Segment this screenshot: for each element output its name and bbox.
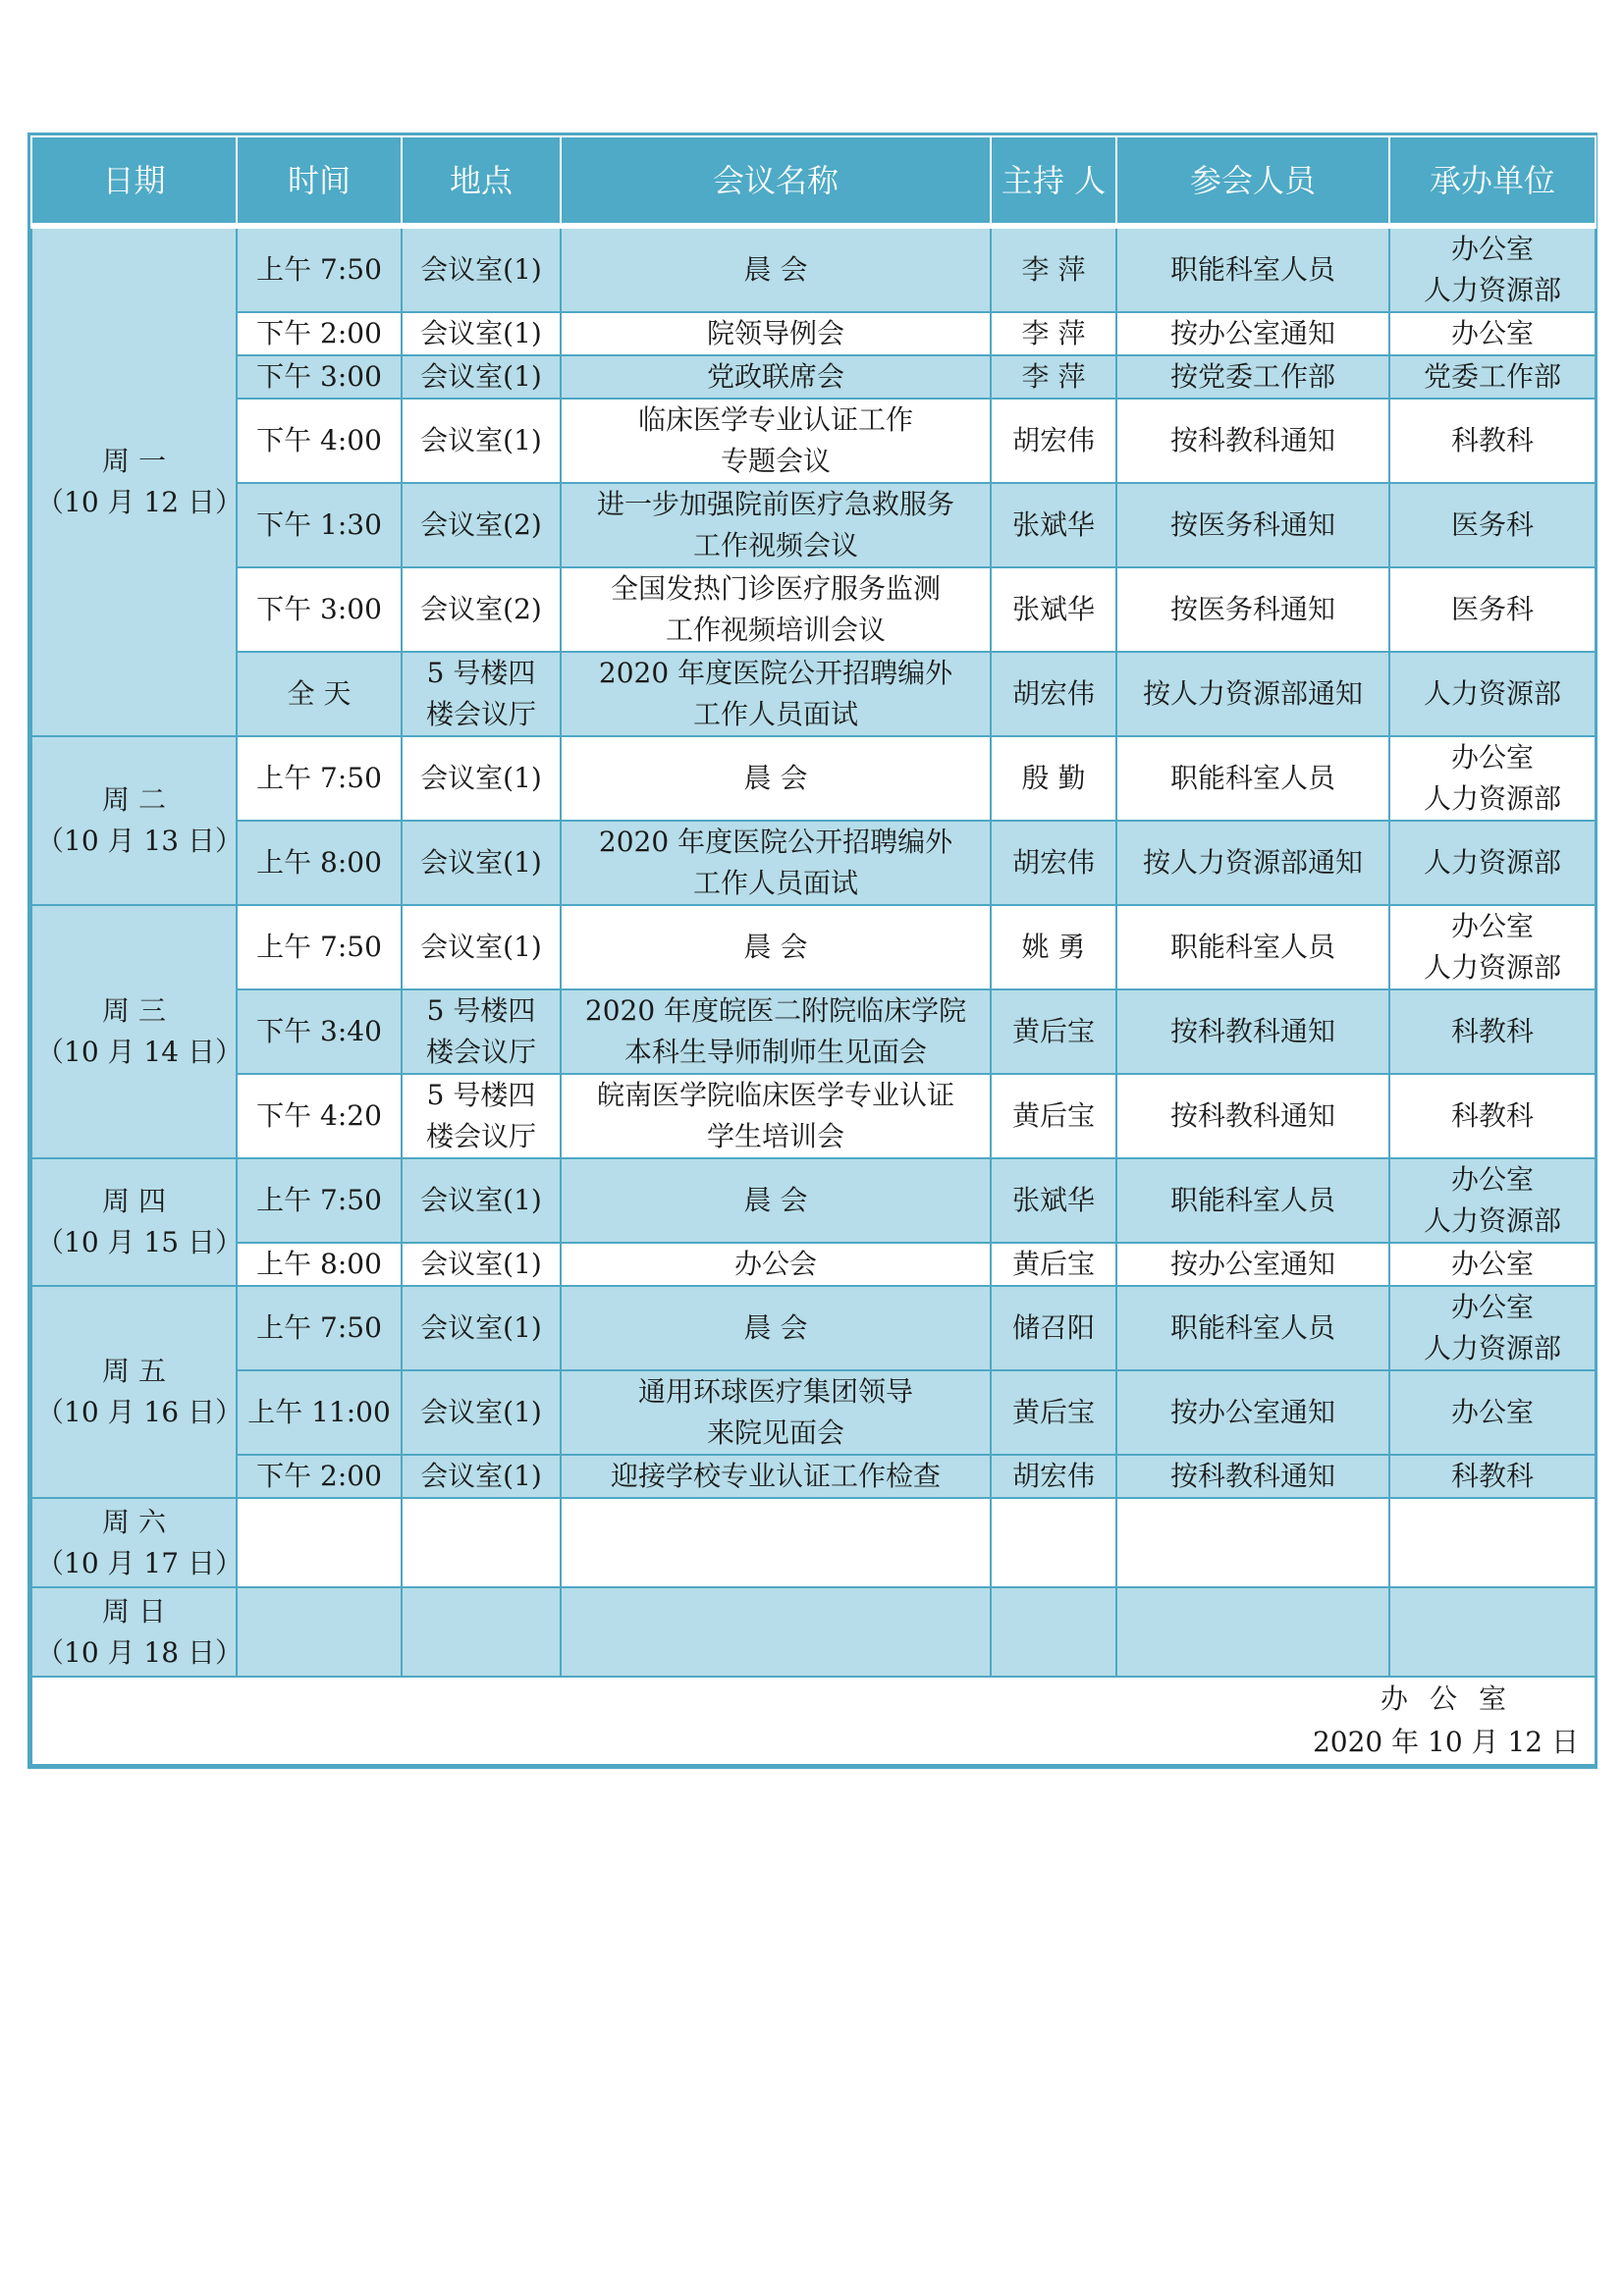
meeting-place: 会议室(1) (402, 1243, 561, 1286)
table-row (31, 483, 1596, 567)
meeting-attendees: 职能科室人员 (1116, 1286, 1389, 1370)
meeting-time: 上午 7:50 (237, 1158, 402, 1243)
table-row (31, 652, 1596, 736)
meeting-time (237, 1498, 402, 1587)
table-row (31, 1243, 1596, 1286)
meeting-place: 5 号楼四 楼会议厅 (402, 1074, 561, 1158)
meeting-organizer: 党委工作部 (1389, 355, 1596, 399)
meeting-place: 会议室(1) (402, 821, 561, 905)
meeting-time: 全 天 (237, 652, 402, 736)
meeting-place: 会议室(1) (402, 1158, 561, 1243)
header-meeting-name: 会议名称 (561, 136, 991, 226)
meeting-attendees: 按科教科通知 (1116, 989, 1389, 1074)
meeting-place: 会议室(1) (402, 1455, 561, 1498)
meeting-place: 会议室(1) (402, 1286, 561, 1370)
meeting-attendees: 职能科室人员 (1116, 1158, 1389, 1243)
meeting-attendees: 按办公室通知 (1116, 1243, 1389, 1286)
meeting-time: 下午 2:00 (237, 312, 402, 355)
meeting-organizer: 办公室 人力资源部 (1389, 1286, 1596, 1370)
meeting-organizer: 办公室 人力资源部 (1389, 226, 1596, 312)
day-label: 周 一 （10 月 12 日） (31, 226, 237, 736)
header-time: 时间 (237, 136, 402, 226)
table-row (31, 736, 1596, 821)
meeting-time: 下午 1:30 (237, 483, 402, 567)
meeting-attendees: 按科教科通知 (1116, 399, 1389, 483)
meeting-attendees: 按办公室通知 (1116, 1370, 1389, 1455)
meeting-name: 皖南医学院临床医学专业认证 学生培训会 (561, 1074, 991, 1158)
meeting-organizer: 办公室 人力资源部 (1389, 905, 1596, 989)
meeting-organizer: 办公室 人力资源部 (1389, 736, 1596, 821)
footer-signature (31, 1677, 1596, 1765)
meeting-schedule-table (30, 135, 1597, 1766)
meeting-attendees: 按医务科通知 (1116, 483, 1389, 567)
day-label: 周 日 （10 月 18 日） (31, 1587, 237, 1677)
meeting-time (237, 1587, 402, 1677)
meeting-name: 晨 会 (561, 226, 991, 312)
day-label: 周 六 （10 月 17 日） (31, 1498, 237, 1587)
meeting-organizer: 人力资源部 (1389, 652, 1596, 736)
day-label: 周 二 （10 月 13 日） (31, 736, 237, 905)
table-row (31, 905, 1596, 989)
meeting-name: 2020 年度皖医二附院临床学院 本科生导师制师生见面会 (561, 989, 991, 1074)
table-row (31, 1158, 1596, 1243)
meeting-place: 5 号楼四 楼会议厅 (402, 989, 561, 1074)
meeting-place (402, 1587, 561, 1677)
meeting-host: 李 萍 (991, 226, 1116, 312)
meeting-place: 5 号楼四 楼会议厅 (402, 652, 561, 736)
meeting-host: 黄后宝 (991, 1074, 1116, 1158)
header-place: 地点 (402, 136, 561, 226)
meeting-organizer: 办公室 (1389, 312, 1596, 355)
footer-date: 2020 年 10 月 12 日 (1312, 1726, 1579, 1758)
meeting-attendees: 职能科室人员 (1116, 905, 1389, 989)
meeting-place: 会议室(2) (402, 483, 561, 567)
meeting-name: 2020 年度医院公开招聘编外 工作人员面试 (561, 652, 991, 736)
meeting-time: 下午 3:00 (237, 355, 402, 399)
meeting-host: 胡宏伟 (991, 652, 1116, 736)
meeting-attendees: 按党委工作部 (1116, 355, 1389, 399)
meeting-time: 上午 7:50 (237, 1286, 402, 1370)
table-row (31, 1498, 1596, 1587)
meeting-name: 党政联席会 (561, 355, 991, 399)
header-organizer: 承办单位 (1389, 136, 1596, 226)
meeting-organizer: 科教科 (1389, 1074, 1596, 1158)
meeting-time: 上午 7:50 (237, 736, 402, 821)
meeting-name: 晨 会 (561, 1158, 991, 1243)
meeting-place: 会议室(2) (402, 567, 561, 652)
meeting-host: 张斌华 (991, 567, 1116, 652)
meeting-place (402, 1498, 561, 1587)
table-row (31, 399, 1596, 483)
meeting-host: 胡宏伟 (991, 821, 1116, 905)
table-row (31, 821, 1596, 905)
meeting-name (561, 1587, 991, 1677)
meeting-host: 张斌华 (991, 483, 1116, 567)
meeting-organizer: 办公室 (1389, 1370, 1596, 1455)
meeting-place: 会议室(1) (402, 736, 561, 821)
meeting-name: 办公会 (561, 1243, 991, 1286)
footer-row (31, 1677, 1596, 1765)
meeting-organizer: 科教科 (1389, 989, 1596, 1074)
table-row (31, 355, 1596, 399)
table-row (31, 1587, 1596, 1677)
meeting-host: 黄后宝 (991, 1370, 1116, 1455)
meeting-host: 殷 勤 (991, 736, 1116, 821)
header-host: 主持 人 (991, 136, 1116, 226)
meeting-place: 会议室(1) (402, 905, 561, 989)
table-row (31, 1074, 1596, 1158)
meeting-host: 黄后宝 (991, 1243, 1116, 1286)
meeting-attendees: 按人力资源部通知 (1116, 652, 1389, 736)
meeting-host: 李 萍 (991, 355, 1116, 399)
meeting-attendees: 按科教科通知 (1116, 1074, 1389, 1158)
meeting-place: 会议室(1) (402, 399, 561, 483)
meeting-name: 全国发热门诊医疗服务监测 工作视频培训会议 (561, 567, 991, 652)
meeting-name: 晨 会 (561, 736, 991, 821)
meeting-time: 下午 3:40 (237, 989, 402, 1074)
meeting-place: 会议室(1) (402, 1370, 561, 1455)
meeting-attendees: 按医务科通知 (1116, 567, 1389, 652)
meeting-attendees: 职能科室人员 (1116, 226, 1389, 312)
meeting-time: 上午 7:50 (237, 226, 402, 312)
meeting-host: 李 萍 (991, 312, 1116, 355)
meeting-attendees: 职能科室人员 (1116, 736, 1389, 821)
meeting-host: 黄后宝 (991, 989, 1116, 1074)
table-row (31, 312, 1596, 355)
table-row (31, 1455, 1596, 1498)
header-row (31, 136, 1596, 226)
day-label: 周 三 （10 月 14 日） (31, 905, 237, 1158)
header-attendees: 参会人员 (1116, 136, 1389, 226)
meeting-organizer: 科教科 (1389, 1455, 1596, 1498)
header-date: 日期 (31, 136, 237, 226)
meeting-organizer (1389, 1587, 1596, 1677)
meeting-attendees: 按办公室通知 (1116, 312, 1389, 355)
meeting-name: 临床医学专业认证工作 专题会议 (561, 399, 991, 483)
meeting-host: 姚 勇 (991, 905, 1116, 989)
table-row (31, 1370, 1596, 1455)
meeting-organizer: 人力资源部 (1389, 821, 1596, 905)
meeting-place: 会议室(1) (402, 312, 561, 355)
schedule-sheet (27, 133, 1597, 1769)
meeting-place: 会议室(1) (402, 355, 561, 399)
day-label: 周 五 （10 月 16 日） (31, 1286, 237, 1498)
meeting-host: 张斌华 (991, 1158, 1116, 1243)
meeting-name: 院领导例会 (561, 312, 991, 355)
meeting-host (991, 1587, 1116, 1677)
meeting-place: 会议室(1) (402, 226, 561, 312)
meeting-organizer: 医务科 (1389, 567, 1596, 652)
schedule-body (31, 226, 1596, 1677)
meeting-name: 晨 会 (561, 905, 991, 989)
meeting-organizer: 科教科 (1389, 399, 1596, 483)
meeting-time: 下午 2:00 (237, 1455, 402, 1498)
meeting-name: 进一步加强院前医疗急救服务 工作视频会议 (561, 483, 991, 567)
meeting-name: 通用环球医疗集团领导 来院见面会 (561, 1370, 991, 1455)
meeting-time: 上午 7:50 (237, 905, 402, 989)
table-row (31, 1286, 1596, 1370)
meeting-host: 储召阳 (991, 1286, 1116, 1370)
meeting-time: 上午 11:00 (237, 1370, 402, 1455)
meeting-attendees: 按科教科通知 (1116, 1455, 1389, 1498)
meeting-time: 下午 4:00 (237, 399, 402, 483)
footer-unit: 办公室 (1380, 1682, 1528, 1715)
table-row (31, 226, 1596, 312)
meeting-time: 下午 3:00 (237, 567, 402, 652)
meeting-organizer: 医务科 (1389, 483, 1596, 567)
day-label: 周 四 （10 月 15 日） (31, 1158, 237, 1286)
meeting-host (991, 1498, 1116, 1587)
meeting-organizer: 办公室 人力资源部 (1389, 1158, 1596, 1243)
meeting-attendees (1116, 1498, 1389, 1587)
meeting-attendees (1116, 1587, 1389, 1677)
meeting-organizer (1389, 1498, 1596, 1587)
meeting-time: 下午 4:20 (237, 1074, 402, 1158)
meeting-name: 2020 年度医院公开招聘编外 工作人员面试 (561, 821, 991, 905)
meeting-name (561, 1498, 991, 1587)
meeting-attendees: 按人力资源部通知 (1116, 821, 1389, 905)
meeting-time: 上午 8:00 (237, 821, 402, 905)
meeting-host: 胡宏伟 (991, 399, 1116, 483)
meeting-name: 晨 会 (561, 1286, 991, 1370)
table-row (31, 989, 1596, 1074)
meeting-organizer: 办公室 (1389, 1243, 1596, 1286)
meeting-host: 胡宏伟 (991, 1455, 1116, 1498)
table-row (31, 567, 1596, 652)
meeting-name: 迎接学校专业认证工作检查 (561, 1455, 991, 1498)
meeting-time: 上午 8:00 (237, 1243, 402, 1286)
